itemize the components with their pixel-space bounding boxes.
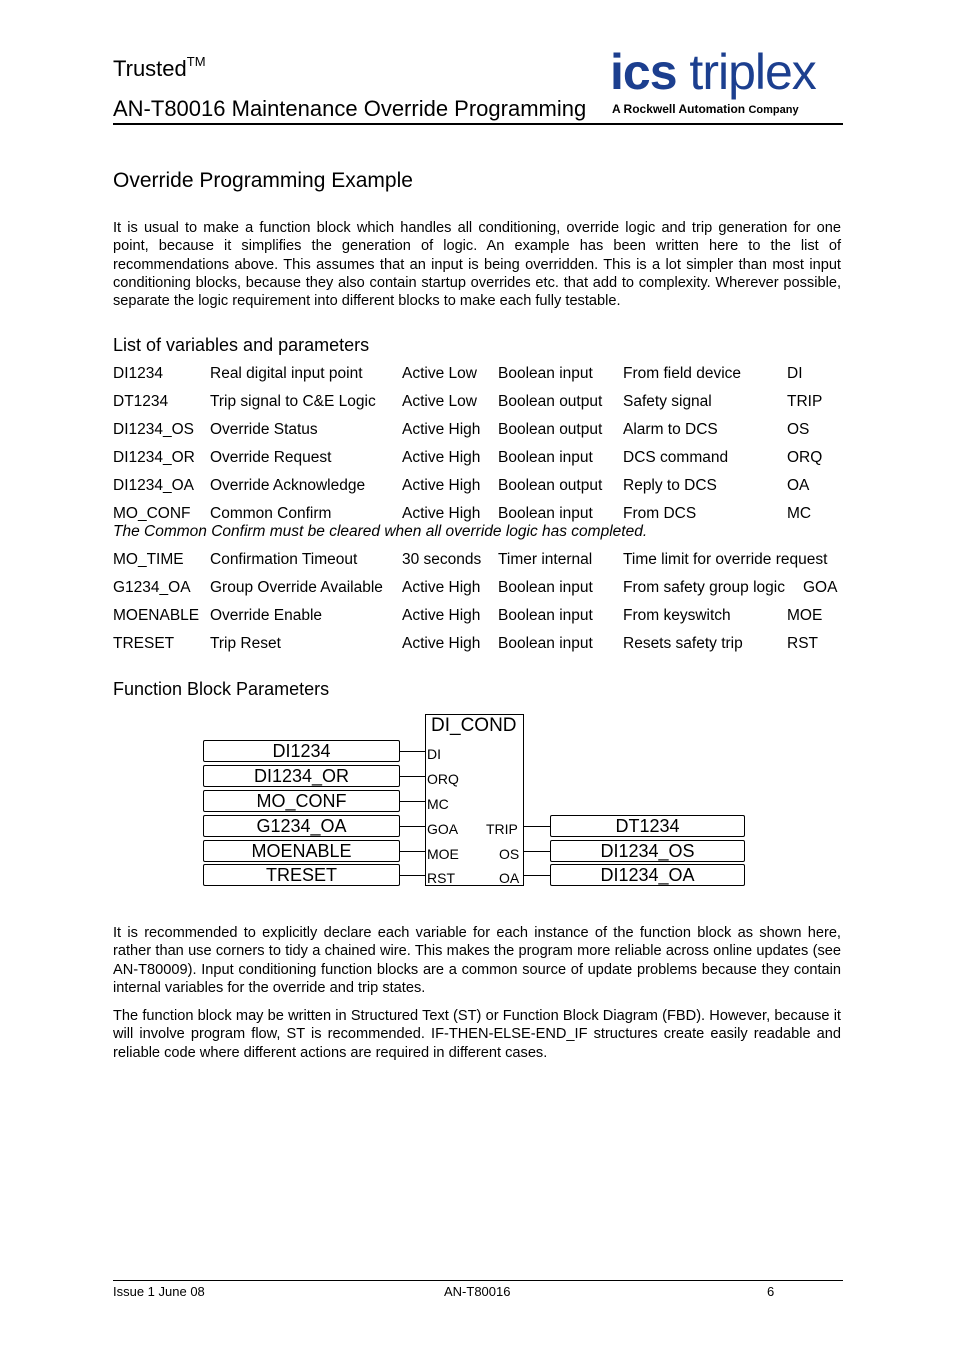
variable-cell: DCS command xyxy=(623,449,729,466)
variable-cell: MOE xyxy=(787,607,823,624)
variable-cell: Reply to DCS xyxy=(623,477,717,494)
variable-cell: OA xyxy=(787,477,810,494)
variable-cell: Safety signal xyxy=(623,393,712,410)
trademark-mark: TM xyxy=(186,54,206,69)
function-block-name: DI_COND xyxy=(431,715,517,736)
variable-cell: Boolean output xyxy=(498,421,603,438)
output-pin-label: TRIP xyxy=(486,821,518,837)
input-variable-box: TRESET xyxy=(203,864,400,886)
variable-cell: Real digital input point xyxy=(210,365,363,382)
footer-issue: Issue 1 June 08 xyxy=(113,1284,205,1299)
variable-cell: Boolean input xyxy=(498,505,593,522)
variable-cell: Override Request xyxy=(210,449,332,466)
variable-cell: DI1234 xyxy=(113,365,163,382)
output-pin-label: OS xyxy=(499,846,520,862)
input-wire xyxy=(400,751,425,752)
variable-cell: Alarm to DCS xyxy=(623,421,718,438)
header-rule xyxy=(113,123,843,125)
input-variable-box: G1234_OA xyxy=(203,815,400,837)
paragraph-declare: It is recommended to explicitly declare each variable for each instance of the function block as shown here, rather than use corners to tidy a chained wire. This makes the program more reliable across online updates (see AN-T80009). Input conditioning function blocks are a common source of update problems because they contain internal variables for the override and trip states. xyxy=(113,925,841,996)
variable-cell: Trip signal to C&E Logic xyxy=(210,393,376,410)
variable-cell: DI1234_OR xyxy=(113,449,195,466)
logo-tagline: A Rockwell Automation Company xyxy=(612,102,799,116)
variable-cell: OS xyxy=(787,421,810,438)
paragraph-st: The function block may be written in Structured Text (ST) or Function Block Diagram (FBD). However, because it will involve program flow, ST is recommended. IF-THEN-ELSE-END_IF structures create easily readable and reliable code where different actions are required in different cases. xyxy=(113,1008,841,1061)
variable-cell: Group Override Available xyxy=(210,579,383,596)
input-variable-box: DI1234 xyxy=(203,740,400,762)
variable-cell: Active Low xyxy=(402,393,477,410)
variable-cell: Active High xyxy=(402,421,481,438)
variable-cell: TRIP xyxy=(787,393,823,410)
output-variable-box: DT1234 xyxy=(550,815,745,837)
variable-cell: RST xyxy=(787,635,818,652)
variable-cell: Timer internal xyxy=(498,551,593,568)
variables-heading: List of variables and parameters xyxy=(113,335,370,355)
variable-cell: From DCS xyxy=(623,505,697,522)
variable-cell: Boolean output xyxy=(498,477,603,494)
variable-cell: Trip Reset xyxy=(210,635,281,652)
input-pin-label: MC xyxy=(427,796,449,812)
footer-doc-id: AN-T80016 xyxy=(444,1284,511,1299)
document-title: Trusted™ xyxy=(113,54,206,81)
input-pin-label: DI xyxy=(427,746,441,762)
variable-cell: Override Status xyxy=(210,421,318,438)
variable-cell: From keyswitch xyxy=(623,607,731,624)
output-variable-box: DI1234_OS xyxy=(550,840,745,862)
footer-rule xyxy=(113,1280,843,1281)
variable-cell: Resets safety trip xyxy=(623,635,743,652)
variable-cell: Active High xyxy=(402,477,481,494)
variable-cell: DI xyxy=(787,365,803,382)
input-wire xyxy=(400,776,425,777)
input-wire xyxy=(400,801,425,802)
variable-cell: MC xyxy=(787,505,812,522)
fb-heading: Function Block Parameters xyxy=(113,679,330,699)
variable-cell: Active High xyxy=(402,579,481,596)
input-pin-label: GOA xyxy=(427,821,459,837)
variable-cell: Boolean input xyxy=(498,607,593,624)
input-pin-label: ORQ xyxy=(427,771,459,787)
company-logo xyxy=(610,44,844,120)
variable-cell: Boolean input xyxy=(498,579,593,596)
variable-cell: Active High xyxy=(402,505,481,522)
output-wire xyxy=(524,875,550,876)
output-variable-box: DI1234_OA xyxy=(550,864,745,886)
variable-cell: DI1234_OA xyxy=(113,477,194,494)
variable-cell: Override Acknowledge xyxy=(210,477,366,494)
variable-cell: MOENABLE xyxy=(113,607,200,624)
variable-cell: Time limit for override request xyxy=(623,551,828,568)
input-wire xyxy=(400,875,425,876)
document-subtitle: AN-T80016 Maintenance Override Programming xyxy=(113,96,587,121)
variable-cell: MO_TIME xyxy=(113,551,184,568)
input-variable-box: MOENABLE xyxy=(203,840,400,862)
input-pin-label: MOE xyxy=(427,846,459,862)
variable-cell: Active High xyxy=(402,607,481,624)
variable-cell: Boolean input xyxy=(498,449,593,466)
variable-cell: Active Low xyxy=(402,365,477,382)
variable-cell: Boolean output xyxy=(498,393,603,410)
logo-wordmark: ics triplex xyxy=(610,44,816,100)
input-wire xyxy=(400,826,425,827)
variable-cell: Active High xyxy=(402,635,481,652)
variable-cell: 30 seconds xyxy=(402,551,482,568)
input-pin-label: RST xyxy=(427,870,455,886)
input-wire xyxy=(400,851,425,852)
variable-cell: Confirmation Timeout xyxy=(210,551,358,568)
intro-paragraph: It is usual to make a function block which handles all conditioning, override logic and trip generation for one point, because it simplifies the generation of logic. An example has been written here to the list of recommendations above. This assumes that an input is being overridden. This is a lot simpler than most input conditioning blocks, because they also contain startup overrides etc. that add to complexity. Wherever possible, separate the logic requirement into different blocks to make each fully testable. xyxy=(113,220,841,310)
variables-note: The Common Confirm must be cleared when all override logic has completed. xyxy=(113,523,648,540)
variable-cell: Override Enable xyxy=(210,607,323,624)
footer-page-number: 6 xyxy=(767,1284,775,1299)
variable-cell: From safety group logic xyxy=(623,579,785,596)
variable-cell: G1234_OA xyxy=(113,579,191,596)
variable-cell: Common Confirm xyxy=(210,505,332,522)
variable-cell: MO_CONF xyxy=(113,505,191,522)
variable-cell: Boolean input xyxy=(498,635,593,652)
input-variable-box: MO_CONF xyxy=(203,790,400,812)
variable-cell: TRESET xyxy=(113,635,175,652)
function-block-di-cond xyxy=(425,714,524,886)
variable-cell: Active High xyxy=(402,449,481,466)
section-title: Override Programming Example xyxy=(113,169,413,192)
variable-cell: ORQ xyxy=(787,449,823,466)
variable-cell: DT1234 xyxy=(113,393,169,410)
variable-cell: From field device xyxy=(623,365,742,382)
output-wire xyxy=(524,851,550,852)
variable-cell: DI1234_OS xyxy=(113,421,194,438)
output-wire xyxy=(524,826,550,827)
variable-cell: GOA xyxy=(803,579,838,596)
input-variable-box: DI1234_OR xyxy=(203,765,400,787)
variable-cell: Boolean input xyxy=(498,365,593,382)
output-pin-label: OA xyxy=(499,870,520,886)
